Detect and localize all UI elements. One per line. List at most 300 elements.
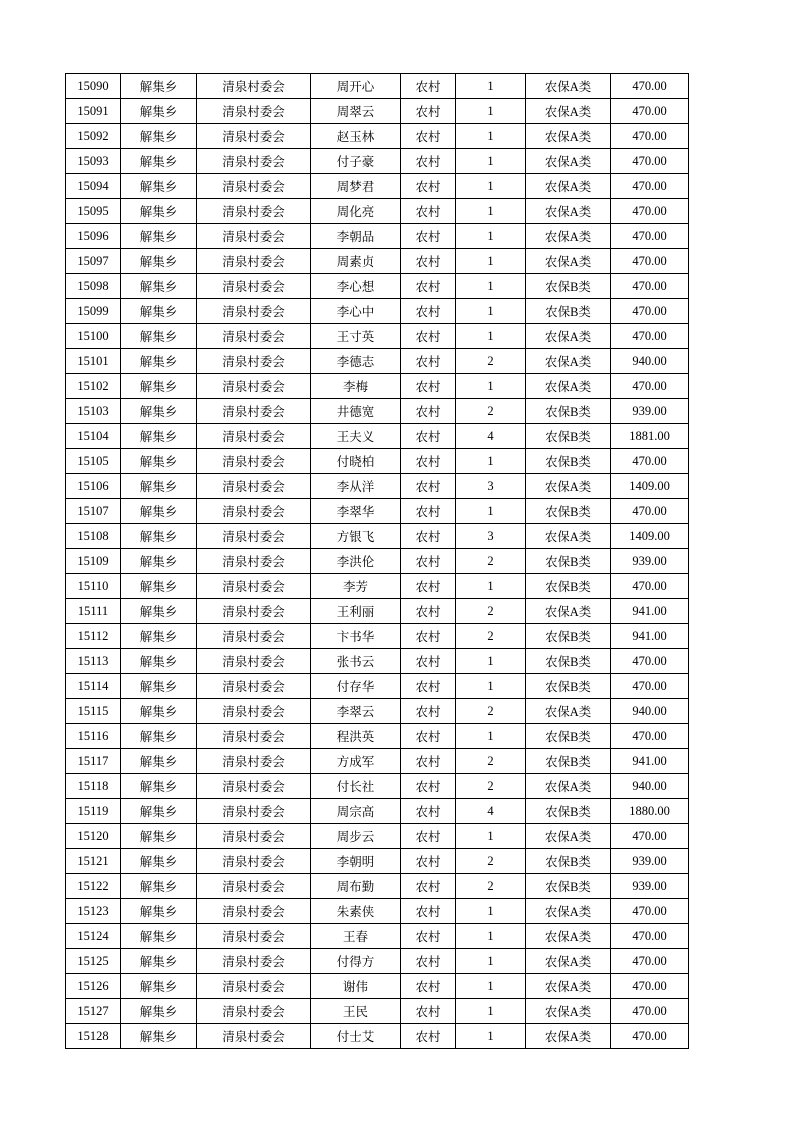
cell-township: 解集乡 bbox=[121, 599, 197, 624]
cell-person-count: 1 bbox=[456, 899, 526, 924]
cell-amount: 470.00 bbox=[611, 449, 689, 474]
table-row bbox=[66, 649, 689, 674]
cell-amount: 470.00 bbox=[611, 149, 689, 174]
cell-person-name: 方银飞 bbox=[311, 524, 401, 549]
cell-village-committee: 清泉村委会 bbox=[197, 199, 311, 224]
cell-village-committee: 清泉村委会 bbox=[197, 499, 311, 524]
cell-residence-type: 农村 bbox=[401, 374, 456, 399]
cell-village-committee: 清泉村委会 bbox=[197, 174, 311, 199]
cell-residence-type: 农村 bbox=[401, 399, 456, 424]
cell-insurance-category: 农保B类 bbox=[526, 849, 611, 874]
cell-person-name: 付存华 bbox=[311, 674, 401, 699]
cell-residence-type: 农村 bbox=[401, 649, 456, 674]
cell-person-count: 1 bbox=[456, 324, 526, 349]
cell-id: 15106 bbox=[66, 474, 121, 499]
cell-insurance-category: 农保B类 bbox=[526, 649, 611, 674]
cell-amount: 470.00 bbox=[611, 249, 689, 274]
cell-person-count: 1 bbox=[456, 574, 526, 599]
cell-village-committee: 清泉村委会 bbox=[197, 299, 311, 324]
cell-person-count: 1 bbox=[456, 249, 526, 274]
cell-id: 15107 bbox=[66, 499, 121, 524]
cell-person-name: 李洪伦 bbox=[311, 549, 401, 574]
cell-amount: 470.00 bbox=[611, 124, 689, 149]
cell-residence-type: 农村 bbox=[401, 799, 456, 824]
cell-residence-type: 农村 bbox=[401, 899, 456, 924]
cell-insurance-category: 农保A类 bbox=[526, 374, 611, 399]
cell-residence-type: 农村 bbox=[401, 274, 456, 299]
cell-village-committee: 清泉村委会 bbox=[197, 224, 311, 249]
cell-insurance-category: 农保B类 bbox=[526, 274, 611, 299]
cell-person-count: 1 bbox=[456, 124, 526, 149]
cell-amount: 940.00 bbox=[611, 699, 689, 724]
cell-township: 解集乡 bbox=[121, 699, 197, 724]
cell-id: 15115 bbox=[66, 699, 121, 724]
cell-village-committee: 清泉村委会 bbox=[197, 599, 311, 624]
table-row bbox=[66, 324, 689, 349]
cell-person-count: 2 bbox=[456, 549, 526, 574]
cell-id: 15092 bbox=[66, 124, 121, 149]
cell-insurance-category: 农保B类 bbox=[526, 549, 611, 574]
cell-amount: 1409.00 bbox=[611, 474, 689, 499]
cell-township: 解集乡 bbox=[121, 649, 197, 674]
cell-township: 解集乡 bbox=[121, 674, 197, 699]
cell-amount: 470.00 bbox=[611, 999, 689, 1024]
table-row bbox=[66, 1024, 689, 1049]
cell-insurance-category: 农保A类 bbox=[526, 599, 611, 624]
cell-residence-type: 农村 bbox=[401, 749, 456, 774]
cell-township: 解集乡 bbox=[121, 799, 197, 824]
cell-amount: 470.00 bbox=[611, 724, 689, 749]
cell-id: 15098 bbox=[66, 274, 121, 299]
table-row bbox=[66, 599, 689, 624]
cell-insurance-category: 农保B类 bbox=[526, 749, 611, 774]
cell-insurance-category: 农保A类 bbox=[526, 124, 611, 149]
cell-amount: 939.00 bbox=[611, 549, 689, 574]
table-row bbox=[66, 299, 689, 324]
cell-township: 解集乡 bbox=[121, 874, 197, 899]
cell-person-count: 2 bbox=[456, 349, 526, 374]
cell-amount: 470.00 bbox=[611, 324, 689, 349]
table-row bbox=[66, 949, 689, 974]
cell-id: 15127 bbox=[66, 999, 121, 1024]
cell-residence-type: 农村 bbox=[401, 224, 456, 249]
cell-insurance-category: 农保A类 bbox=[526, 999, 611, 1024]
cell-id: 15118 bbox=[66, 774, 121, 799]
cell-person-count: 2 bbox=[456, 849, 526, 874]
cell-person-count: 1 bbox=[456, 924, 526, 949]
cell-residence-type: 农村 bbox=[401, 1024, 456, 1049]
cell-township: 解集乡 bbox=[121, 299, 197, 324]
cell-township: 解集乡 bbox=[121, 849, 197, 874]
cell-person-name: 李梅 bbox=[311, 374, 401, 399]
cell-residence-type: 农村 bbox=[401, 924, 456, 949]
cell-amount: 940.00 bbox=[611, 774, 689, 799]
cell-township: 解集乡 bbox=[121, 574, 197, 599]
table-row bbox=[66, 399, 689, 424]
cell-village-committee: 清泉村委会 bbox=[197, 774, 311, 799]
cell-person-name: 付士艾 bbox=[311, 1024, 401, 1049]
cell-village-committee: 清泉村委会 bbox=[197, 149, 311, 174]
cell-village-committee: 清泉村委会 bbox=[197, 474, 311, 499]
cell-township: 解集乡 bbox=[121, 99, 197, 124]
cell-person-count: 1 bbox=[456, 224, 526, 249]
table-row bbox=[66, 524, 689, 549]
cell-person-name: 李朝明 bbox=[311, 849, 401, 874]
cell-residence-type: 农村 bbox=[401, 874, 456, 899]
cell-insurance-category: 农保A类 bbox=[526, 899, 611, 924]
cell-amount: 941.00 bbox=[611, 599, 689, 624]
cell-person-count: 1 bbox=[456, 724, 526, 749]
cell-township: 解集乡 bbox=[121, 74, 197, 99]
cell-id: 15109 bbox=[66, 549, 121, 574]
cell-id: 15100 bbox=[66, 324, 121, 349]
cell-id: 15103 bbox=[66, 399, 121, 424]
cell-id: 15126 bbox=[66, 974, 121, 999]
cell-insurance-category: 农保A类 bbox=[526, 174, 611, 199]
table-row bbox=[66, 224, 689, 249]
cell-id: 15119 bbox=[66, 799, 121, 824]
table-row bbox=[66, 474, 689, 499]
cell-village-committee: 清泉村委会 bbox=[197, 99, 311, 124]
cell-amount: 470.00 bbox=[611, 299, 689, 324]
cell-insurance-category: 农保B类 bbox=[526, 724, 611, 749]
cell-person-count: 1 bbox=[456, 374, 526, 399]
cell-id: 15097 bbox=[66, 249, 121, 274]
cell-residence-type: 农村 bbox=[401, 449, 456, 474]
cell-village-committee: 清泉村委会 bbox=[197, 874, 311, 899]
cell-village-committee: 清泉村委会 bbox=[197, 424, 311, 449]
cell-residence-type: 农村 bbox=[401, 299, 456, 324]
cell-amount: 470.00 bbox=[611, 899, 689, 924]
cell-township: 解集乡 bbox=[121, 149, 197, 174]
cell-residence-type: 农村 bbox=[401, 174, 456, 199]
cell-village-committee: 清泉村委会 bbox=[197, 674, 311, 699]
cell-village-committee: 清泉村委会 bbox=[197, 399, 311, 424]
cell-township: 解集乡 bbox=[121, 199, 197, 224]
cell-id: 15117 bbox=[66, 749, 121, 774]
cell-person-name: 李心中 bbox=[311, 299, 401, 324]
cell-township: 解集乡 bbox=[121, 249, 197, 274]
cell-person-name: 井德宽 bbox=[311, 399, 401, 424]
cell-person-name: 朱素侠 bbox=[311, 899, 401, 924]
cell-residence-type: 农村 bbox=[401, 699, 456, 724]
table-row bbox=[66, 674, 689, 699]
cell-insurance-category: 农保B类 bbox=[526, 799, 611, 824]
cell-person-count: 1 bbox=[456, 1024, 526, 1049]
cell-person-count: 1 bbox=[456, 174, 526, 199]
cell-amount: 470.00 bbox=[611, 174, 689, 199]
cell-id: 15105 bbox=[66, 449, 121, 474]
cell-residence-type: 农村 bbox=[401, 774, 456, 799]
cell-id: 15120 bbox=[66, 824, 121, 849]
cell-insurance-category: 农保A类 bbox=[526, 474, 611, 499]
cell-village-committee: 清泉村委会 bbox=[197, 624, 311, 649]
cell-insurance-category: 农保A类 bbox=[526, 824, 611, 849]
cell-township: 解集乡 bbox=[121, 349, 197, 374]
cell-amount: 939.00 bbox=[611, 849, 689, 874]
cell-amount: 470.00 bbox=[611, 74, 689, 99]
cell-person-count: 2 bbox=[456, 399, 526, 424]
cell-id: 15104 bbox=[66, 424, 121, 449]
cell-township: 解集乡 bbox=[121, 724, 197, 749]
cell-person-name: 李翠云 bbox=[311, 699, 401, 724]
table-row bbox=[66, 624, 689, 649]
cell-residence-type: 农村 bbox=[401, 74, 456, 99]
cell-insurance-category: 农保A类 bbox=[526, 249, 611, 274]
cell-village-committee: 清泉村委会 bbox=[197, 824, 311, 849]
cell-insurance-category: 农保B类 bbox=[526, 399, 611, 424]
cell-insurance-category: 农保A类 bbox=[526, 974, 611, 999]
cell-residence-type: 农村 bbox=[401, 674, 456, 699]
cell-township: 解集乡 bbox=[121, 549, 197, 574]
cell-amount: 470.00 bbox=[611, 1024, 689, 1049]
table-row bbox=[66, 274, 689, 299]
table-row bbox=[66, 849, 689, 874]
cell-person-name: 李从洋 bbox=[311, 474, 401, 499]
cell-person-count: 1 bbox=[456, 499, 526, 524]
cell-person-name: 周开心 bbox=[311, 74, 401, 99]
cell-amount: 941.00 bbox=[611, 624, 689, 649]
cell-village-committee: 清泉村委会 bbox=[197, 574, 311, 599]
cell-village-committee: 清泉村委会 bbox=[197, 799, 311, 824]
cell-id: 15095 bbox=[66, 199, 121, 224]
cell-amount: 470.00 bbox=[611, 974, 689, 999]
cell-id: 15091 bbox=[66, 99, 121, 124]
cell-person-count: 1 bbox=[456, 74, 526, 99]
cell-insurance-category: 农保A类 bbox=[526, 349, 611, 374]
cell-residence-type: 农村 bbox=[401, 599, 456, 624]
cell-village-committee: 清泉村委会 bbox=[197, 324, 311, 349]
cell-residence-type: 农村 bbox=[401, 949, 456, 974]
cell-residence-type: 农村 bbox=[401, 549, 456, 574]
table-row bbox=[66, 799, 689, 824]
cell-residence-type: 农村 bbox=[401, 474, 456, 499]
cell-amount: 470.00 bbox=[611, 99, 689, 124]
table-row bbox=[66, 549, 689, 574]
cell-township: 解集乡 bbox=[121, 624, 197, 649]
table-row bbox=[66, 924, 689, 949]
cell-person-name: 程洪英 bbox=[311, 724, 401, 749]
cell-residence-type: 农村 bbox=[401, 624, 456, 649]
cell-amount: 470.00 bbox=[611, 199, 689, 224]
cell-amount: 470.00 bbox=[611, 224, 689, 249]
cell-village-committee: 清泉村委会 bbox=[197, 249, 311, 274]
cell-residence-type: 农村 bbox=[401, 424, 456, 449]
cell-village-committee: 清泉村委会 bbox=[197, 999, 311, 1024]
cell-amount: 939.00 bbox=[611, 399, 689, 424]
cell-id: 15111 bbox=[66, 599, 121, 624]
cell-village-committee: 清泉村委会 bbox=[197, 899, 311, 924]
table-row bbox=[66, 499, 689, 524]
cell-insurance-category: 农保B类 bbox=[526, 449, 611, 474]
cell-person-name: 李德志 bbox=[311, 349, 401, 374]
cell-amount: 470.00 bbox=[611, 824, 689, 849]
cell-id: 15123 bbox=[66, 899, 121, 924]
cell-id: 15096 bbox=[66, 224, 121, 249]
cell-residence-type: 农村 bbox=[401, 574, 456, 599]
cell-person-count: 2 bbox=[456, 874, 526, 899]
cell-residence-type: 农村 bbox=[401, 974, 456, 999]
cell-village-committee: 清泉村委会 bbox=[197, 524, 311, 549]
cell-insurance-category: 农保A类 bbox=[526, 524, 611, 549]
cell-person-count: 1 bbox=[456, 974, 526, 999]
cell-id: 15121 bbox=[66, 849, 121, 874]
cell-person-count: 1 bbox=[456, 199, 526, 224]
cell-village-committee: 清泉村委会 bbox=[197, 699, 311, 724]
cell-person-count: 1 bbox=[456, 649, 526, 674]
cell-person-name: 李心想 bbox=[311, 274, 401, 299]
cell-person-name: 周梦君 bbox=[311, 174, 401, 199]
cell-person-name: 周素贞 bbox=[311, 249, 401, 274]
table-row bbox=[66, 124, 689, 149]
cell-person-name: 周翠云 bbox=[311, 99, 401, 124]
cell-village-committee: 清泉村委会 bbox=[197, 649, 311, 674]
cell-person-name: 王寸英 bbox=[311, 324, 401, 349]
cell-village-committee: 清泉村委会 bbox=[197, 924, 311, 949]
cell-residence-type: 农村 bbox=[401, 149, 456, 174]
cell-insurance-category: 农保A类 bbox=[526, 149, 611, 174]
cell-person-count: 2 bbox=[456, 699, 526, 724]
table-row bbox=[66, 199, 689, 224]
cell-village-committee: 清泉村委会 bbox=[197, 549, 311, 574]
cell-village-committee: 清泉村委会 bbox=[197, 274, 311, 299]
cell-id: 15114 bbox=[66, 674, 121, 699]
cell-person-count: 2 bbox=[456, 624, 526, 649]
table-row bbox=[66, 374, 689, 399]
cell-insurance-category: 农保A类 bbox=[526, 74, 611, 99]
cell-person-name: 付晓柏 bbox=[311, 449, 401, 474]
cell-insurance-category: 农保A类 bbox=[526, 699, 611, 724]
cell-township: 解集乡 bbox=[121, 474, 197, 499]
table-row bbox=[66, 899, 689, 924]
cell-person-name: 谢伟 bbox=[311, 974, 401, 999]
cell-amount: 1409.00 bbox=[611, 524, 689, 549]
cell-id: 15112 bbox=[66, 624, 121, 649]
cell-person-count: 2 bbox=[456, 774, 526, 799]
cell-insurance-category: 农保B类 bbox=[526, 424, 611, 449]
cell-person-name: 张书云 bbox=[311, 649, 401, 674]
cell-insurance-category: 农保A类 bbox=[526, 324, 611, 349]
cell-person-name: 李朝品 bbox=[311, 224, 401, 249]
cell-village-committee: 清泉村委会 bbox=[197, 74, 311, 99]
cell-residence-type: 农村 bbox=[401, 849, 456, 874]
cell-person-name: 赵玉林 bbox=[311, 124, 401, 149]
cell-township: 解集乡 bbox=[121, 374, 197, 399]
cell-person-name: 卞书华 bbox=[311, 624, 401, 649]
cell-person-count: 1 bbox=[456, 824, 526, 849]
cell-residence-type: 农村 bbox=[401, 999, 456, 1024]
cell-person-name: 付得方 bbox=[311, 949, 401, 974]
cell-person-name: 付长社 bbox=[311, 774, 401, 799]
table-row bbox=[66, 74, 689, 99]
table-row bbox=[66, 749, 689, 774]
cell-township: 解集乡 bbox=[121, 1024, 197, 1049]
cell-amount: 1881.00 bbox=[611, 424, 689, 449]
cell-id: 15102 bbox=[66, 374, 121, 399]
cell-township: 解集乡 bbox=[121, 899, 197, 924]
cell-person-name: 付子豪 bbox=[311, 149, 401, 174]
cell-village-committee: 清泉村委会 bbox=[197, 374, 311, 399]
cell-person-count: 1 bbox=[456, 149, 526, 174]
table-row bbox=[66, 874, 689, 899]
table-row bbox=[66, 174, 689, 199]
cell-village-committee: 清泉村委会 bbox=[197, 749, 311, 774]
cell-village-committee: 清泉村委会 bbox=[197, 949, 311, 974]
cell-residence-type: 农村 bbox=[401, 724, 456, 749]
cell-insurance-category: 农保B类 bbox=[526, 874, 611, 899]
table-row bbox=[66, 149, 689, 174]
cell-township: 解集乡 bbox=[121, 774, 197, 799]
cell-village-committee: 清泉村委会 bbox=[197, 449, 311, 474]
cell-person-count: 1 bbox=[456, 274, 526, 299]
cell-insurance-category: 农保A类 bbox=[526, 99, 611, 124]
cell-id: 15110 bbox=[66, 574, 121, 599]
cell-insurance-category: 农保A类 bbox=[526, 774, 611, 799]
table-body bbox=[66, 74, 689, 1049]
cell-id: 15122 bbox=[66, 874, 121, 899]
cell-amount: 470.00 bbox=[611, 674, 689, 699]
cell-person-count: 1 bbox=[456, 674, 526, 699]
cell-village-committee: 清泉村委会 bbox=[197, 849, 311, 874]
cell-person-name: 王夫义 bbox=[311, 424, 401, 449]
cell-insurance-category: 农保B类 bbox=[526, 499, 611, 524]
cell-person-count: 1 bbox=[456, 449, 526, 474]
table-row bbox=[66, 574, 689, 599]
cell-village-committee: 清泉村委会 bbox=[197, 974, 311, 999]
table-row bbox=[66, 99, 689, 124]
cell-township: 解集乡 bbox=[121, 274, 197, 299]
cell-insurance-category: 农保A类 bbox=[526, 1024, 611, 1049]
table-row bbox=[66, 424, 689, 449]
cell-township: 解集乡 bbox=[121, 974, 197, 999]
cell-residence-type: 农村 bbox=[401, 124, 456, 149]
cell-person-count: 4 bbox=[456, 424, 526, 449]
cell-person-name: 王民 bbox=[311, 999, 401, 1024]
cell-person-count: 2 bbox=[456, 749, 526, 774]
table-row bbox=[66, 449, 689, 474]
table-row bbox=[66, 824, 689, 849]
cell-amount: 939.00 bbox=[611, 874, 689, 899]
cell-person-count: 4 bbox=[456, 799, 526, 824]
table-row bbox=[66, 699, 689, 724]
cell-residence-type: 农村 bbox=[401, 324, 456, 349]
cell-residence-type: 农村 bbox=[401, 199, 456, 224]
cell-amount: 470.00 bbox=[611, 274, 689, 299]
cell-person-count: 3 bbox=[456, 524, 526, 549]
cell-township: 解集乡 bbox=[121, 449, 197, 474]
cell-village-committee: 清泉村委会 bbox=[197, 124, 311, 149]
cell-person-count: 1 bbox=[456, 99, 526, 124]
cell-id: 15125 bbox=[66, 949, 121, 974]
cell-person-name: 方成军 bbox=[311, 749, 401, 774]
cell-id: 15108 bbox=[66, 524, 121, 549]
cell-insurance-category: 农保B类 bbox=[526, 574, 611, 599]
cell-village-committee: 清泉村委会 bbox=[197, 724, 311, 749]
cell-insurance-category: 农保A类 bbox=[526, 224, 611, 249]
cell-residence-type: 农村 bbox=[401, 499, 456, 524]
cell-township: 解集乡 bbox=[121, 824, 197, 849]
cell-id: 15090 bbox=[66, 74, 121, 99]
cell-person-name: 周布勤 bbox=[311, 874, 401, 899]
cell-person-count: 3 bbox=[456, 474, 526, 499]
cell-person-name: 周步云 bbox=[311, 824, 401, 849]
cell-township: 解集乡 bbox=[121, 949, 197, 974]
cell-id: 15094 bbox=[66, 174, 121, 199]
table-row bbox=[66, 774, 689, 799]
cell-township: 解集乡 bbox=[121, 999, 197, 1024]
cell-insurance-category: 农保A类 bbox=[526, 924, 611, 949]
table-row bbox=[66, 974, 689, 999]
